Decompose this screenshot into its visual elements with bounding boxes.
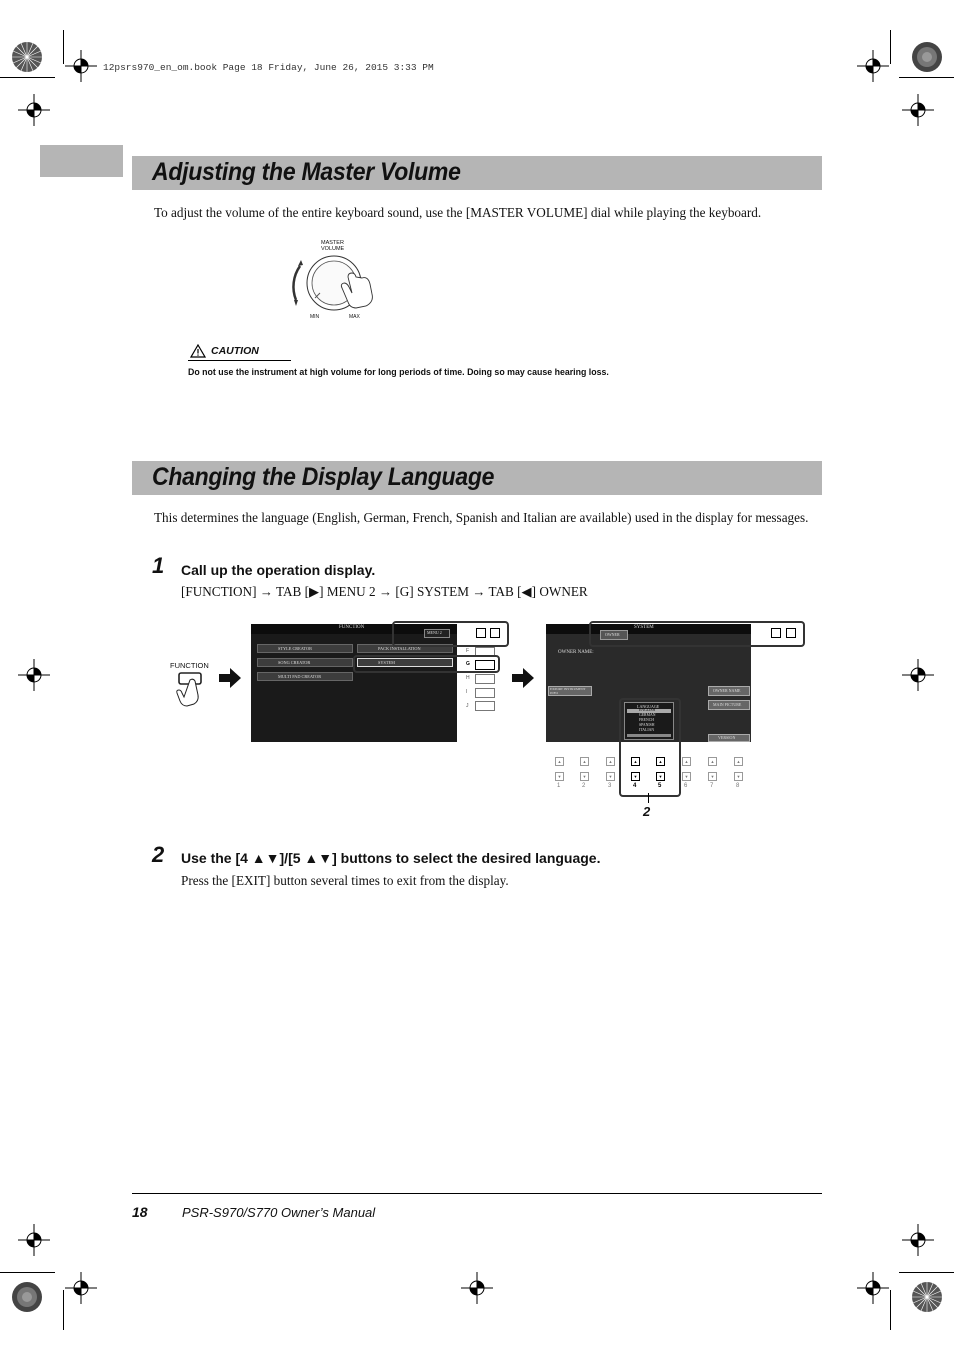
- menu-item-song-creator[interactable]: SONG CREATOR: [257, 658, 353, 667]
- button-2-up[interactable]: ▲: [580, 757, 589, 766]
- crop-line: [63, 30, 64, 64]
- button-1-down[interactable]: ▼: [555, 772, 564, 781]
- dial-label-volume: VOLUME: [321, 246, 345, 252]
- language-list[interactable]: LANGUAGE ENGLISH GERMAN FRENCH SPANISH ITALIAN: [624, 702, 674, 740]
- menu-item-pack-installation[interactable]: PACK INSTALLATION: [357, 644, 453, 653]
- step-number: 1: [152, 553, 165, 578]
- step-title: Call up the operation display.: [181, 562, 376, 578]
- button-4-down[interactable]: ▼: [631, 772, 640, 781]
- caution-underline: [188, 360, 291, 361]
- menu-item-system[interactable]: SYSTEM: [357, 658, 453, 667]
- crop-line: [899, 77, 954, 78]
- tab-left-button[interactable]: [476, 628, 486, 638]
- button-5-up[interactable]: ▲: [656, 757, 665, 766]
- arrow-right-icon: [219, 668, 241, 688]
- version-button[interactable]: VERSION: [708, 734, 750, 742]
- button-1-up[interactable]: ▲: [555, 757, 564, 766]
- tab-left-button[interactable]: [771, 628, 781, 638]
- starburst-mark-bottom-right: [910, 1280, 944, 1314]
- starburst-mark-top-left: [10, 40, 44, 74]
- tab-menu2: MENU 2: [424, 629, 450, 638]
- crosshair-mark: [461, 1272, 493, 1304]
- crosshair-mark: [18, 94, 50, 126]
- section-title: Adjusting the Master Volume: [152, 158, 461, 186]
- button-8-down[interactable]: ▼: [734, 772, 743, 781]
- export-instrument-info-button[interactable]: EXPORT INSTRUMENT INFO: [548, 686, 592, 696]
- section-header-master-volume: [132, 156, 822, 190]
- caution-label: CAUTION: [211, 345, 259, 357]
- chapter-tab: [40, 145, 123, 177]
- step-number: 2: [152, 842, 165, 867]
- owner-name-label: OWNER NAME:: [558, 650, 594, 655]
- function-button-label: FUNCTION: [170, 661, 209, 670]
- callout-leader-line: [648, 793, 649, 803]
- step-title: Use the [4 ▲▼]/[5 ▲▼] buttons to select the desired language.: [181, 850, 601, 866]
- dial-label-max: MAX: [349, 314, 360, 320]
- step-operation-path: [FUNCTION] → TAB [▶] MENU 2 → [G] SYSTEM → TAB [◀] OWNER: [181, 584, 588, 599]
- crosshair-mark: [65, 1272, 97, 1304]
- button-2-down[interactable]: ▼: [580, 772, 589, 781]
- button-7-down[interactable]: ▼: [708, 772, 717, 781]
- display-language-intro: This determines the language (English, German, French, Spanish and Italian are available) used in the display for messages.: [154, 510, 809, 525]
- footer-rule: [132, 1193, 822, 1194]
- menu-item-style-creator[interactable]: STYLE CREATOR: [257, 644, 353, 653]
- caution-text: Do not use the instrument at high volume for long periods of time. Doing so may cause hearing loss.: [188, 367, 609, 377]
- function-button-illustration: [168, 660, 218, 710]
- button-7-up[interactable]: ▲: [708, 757, 717, 766]
- section-header-display-language: [132, 461, 822, 495]
- callout-number: 2: [643, 804, 651, 819]
- warning-icon: [190, 344, 206, 358]
- crop-line: [0, 77, 55, 78]
- screen-title: FUNCTION: [339, 625, 365, 630]
- button-5-down[interactable]: ▼: [656, 772, 665, 781]
- button-8-up[interactable]: ▲: [734, 757, 743, 766]
- language-label: LANGUAGE: [637, 704, 660, 709]
- caution-box: [188, 343, 788, 383]
- owner-name-button[interactable]: OWNER NAME: [708, 686, 750, 696]
- button-3-down[interactable]: ▼: [606, 772, 615, 781]
- manual-title: PSR-S970/S770 Owner’s Manual: [182, 1205, 376, 1220]
- crosshair-mark: [18, 659, 50, 691]
- button-i[interactable]: [475, 688, 495, 698]
- dial-label-min: MIN: [310, 314, 320, 320]
- page-number: 18: [132, 1204, 148, 1220]
- button-6-up[interactable]: ▲: [682, 757, 691, 766]
- callout-system-row: [353, 655, 500, 673]
- crosshair-mark: [65, 50, 97, 82]
- button-4-up[interactable]: ▲: [631, 757, 640, 766]
- button-3-up[interactable]: ▲: [606, 757, 615, 766]
- master-volume-intro: To adjust the volume of the entire keyboard sound, use the [MASTER VOLUME] dial while playing the keyboard.: [154, 205, 762, 220]
- master-volume-dial-illustration: [284, 238, 394, 323]
- tab-right-button[interactable]: [490, 628, 500, 638]
- screen-title: SYSTEM: [634, 625, 654, 630]
- menu-item-multi-pad-creator[interactable]: MULTI PAD CREATOR: [257, 672, 353, 681]
- crosshair-mark: [902, 1224, 934, 1256]
- starburst-mark-top-right: [910, 40, 944, 74]
- crop-line: [63, 1290, 64, 1330]
- crosshair-mark: [857, 1272, 889, 1304]
- arrow-right-icon: [512, 668, 534, 688]
- pressing-finger-icon: [168, 670, 218, 715]
- crosshair-mark: [902, 94, 934, 126]
- crosshair-mark: [18, 1224, 50, 1256]
- crop-line: [0, 1272, 55, 1273]
- dial-label-master: MASTER: [321, 240, 344, 246]
- print-file-info: 12psrs970_en_om.book Page 18 Friday, June 26, 2015 3:33 PM: [103, 62, 434, 73]
- crop-line: [899, 1272, 954, 1273]
- starburst-mark-bottom-left: [10, 1280, 44, 1314]
- crosshair-mark: [902, 659, 934, 691]
- section-title: Changing the Display Language: [152, 463, 495, 491]
- callout-language-buttons: [619, 698, 681, 797]
- button-h[interactable]: [475, 674, 495, 684]
- button-j[interactable]: [475, 701, 495, 711]
- tab-right-button[interactable]: [786, 628, 796, 638]
- crop-line: [890, 30, 891, 64]
- tab-owner[interactable]: OWNER: [600, 630, 628, 640]
- step-detail: Press the [EXIT] button several times to exit from the display.: [181, 873, 509, 888]
- crop-line: [890, 1290, 891, 1330]
- crosshair-mark: [857, 50, 889, 82]
- main-picture-button[interactable]: MAIN PICTURE: [708, 700, 750, 710]
- button-6-down[interactable]: ▼: [682, 772, 691, 781]
